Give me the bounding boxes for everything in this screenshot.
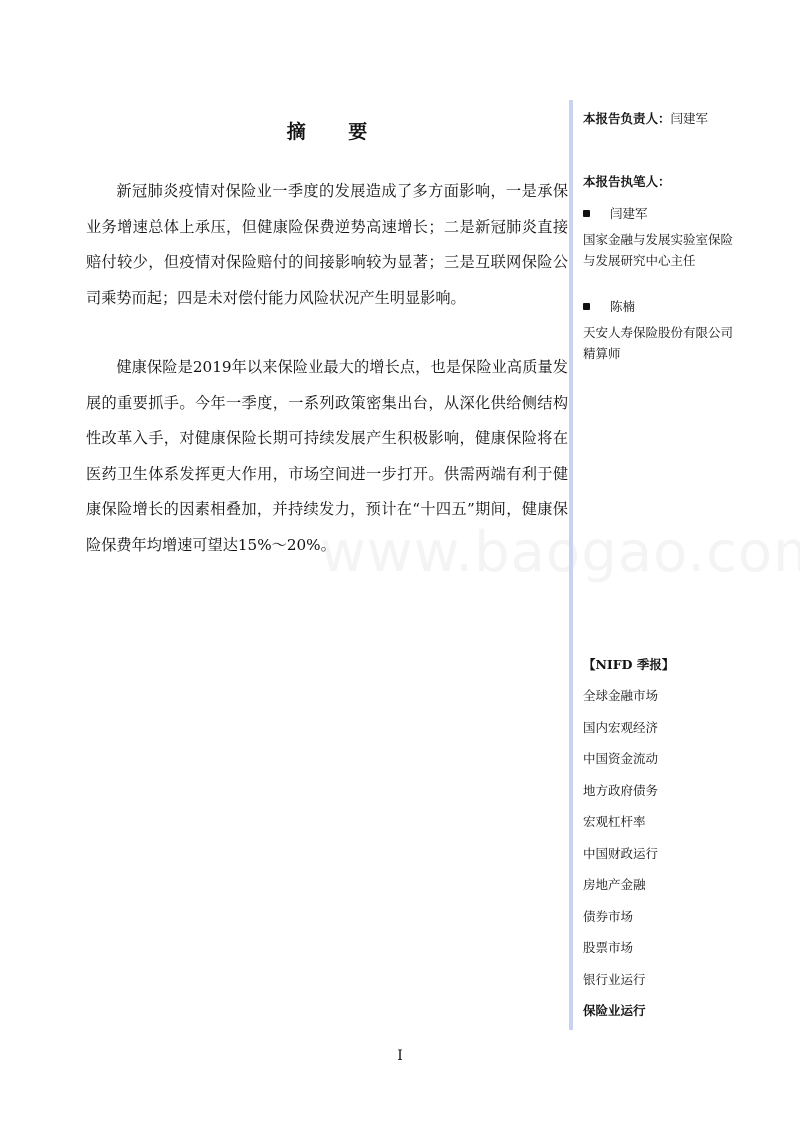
series-item-local-debt[interactable]: 地方政府债务 <box>583 783 659 798</box>
sidebar-divider <box>569 100 573 1030</box>
summary-paragraph-2: 健康保险是2019年以来保险业最大的增长点，也是保险业高质量发展的重要抓手。今年一季度，一系列政策密集出台，从深化供给侧结构性改革入手，对健康保险长期可持续发展产生积极影响，健康保险将在医药卫生体系发挥更大作用，市场空间进一步打开。供需两端有利于健康保险增长的因素相叠加，并持续发力，预计在“十四五”期间，健康保险保费年均增速可望达15%～20%。 <box>86 358 568 554</box>
series-item-insurance-active[interactable]: 保险业运行 <box>583 1003 646 1018</box>
author-affiliation-2: 天安人寿保险股份有限公司精算师 <box>583 325 734 361</box>
author-affiliation-1: 国家金融与发展实验室保险与发展研究中心主任 <box>583 232 734 268</box>
bullet-icon <box>583 303 590 310</box>
series-item-bond-market[interactable]: 债券市场 <box>583 909 634 924</box>
authors-label: 本报告执笔人： <box>583 174 671 189</box>
author-name-1: 闫建军 <box>610 206 648 221</box>
series-item-banking[interactable]: 银行业运行 <box>583 972 646 987</box>
series-item-capital-flows[interactable]: 中国资金流动 <box>583 751 659 766</box>
page-number: I <box>397 1048 403 1064</box>
responsible-line <box>583 109 708 127</box>
responsible-name: 闫建军 <box>670 111 709 126</box>
series-item-real-estate[interactable]: 房地产金融 <box>583 877 646 892</box>
series-item-fiscal[interactable]: 中国财政运行 <box>583 846 659 861</box>
author-item-2 <box>583 297 635 315</box>
series-item-global-markets[interactable]: 全球金融市场 <box>583 688 659 703</box>
summary-paragraph-1: 新冠肺炎疫情对保险业一季度的发展造成了多方面影响，一是承保业务增速总体上承压，但健康险保费逆势高速增长；二是新冠肺炎直接赔付较少，但疫情对保险赔付的间接影响较为显著；三是互联网保险公司乘势而起；四是未对偿付能力风险状况产生明显影响。 <box>86 182 568 307</box>
series-item-domestic-macro[interactable]: 国内宏观经济 <box>583 720 659 735</box>
author-name-2: 陈楠 <box>610 299 636 314</box>
bullet-icon <box>583 210 590 217</box>
series-item-macro-leverage[interactable]: 宏观杠杆率 <box>583 814 646 829</box>
series-item-stock-market[interactable]: 股票市场 <box>583 940 634 955</box>
author-item-1 <box>583 204 648 222</box>
page-title: 摘 要 <box>286 121 386 143</box>
series-title: 【NIFD 季报】 <box>583 657 675 672</box>
responsible-label: 本报告负责人： <box>583 111 671 126</box>
